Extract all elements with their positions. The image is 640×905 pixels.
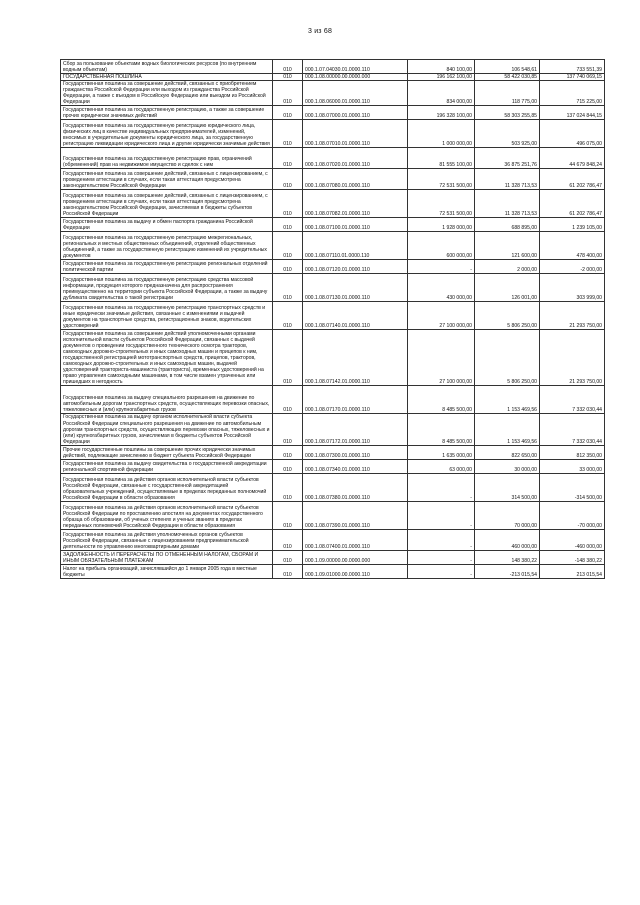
row-budget-code: 000.1.08.07082.01.0000.110 <box>303 190 408 218</box>
row-budget-code: 000.1.08.07140.01.0000.110 <box>303 302 408 330</box>
row-line-code: 010 <box>273 169 303 190</box>
row-budget-code: 000.1.08.06000.01.0000.110 <box>303 81 408 106</box>
row-line-code: 010 <box>273 529 303 550</box>
row-name: Государственная пошлина за совершение действий, связанных с лицензированием, с проведением аттестации в случаях, если такая аттестация предусмотрена законодательством Российской Федерации <box>61 169 273 190</box>
table-row <box>61 302 605 330</box>
row-executed-amount: 126 001,00 <box>475 274 540 302</box>
row-budget-code: 000.1.08.07300.01.0000.110 <box>303 445 408 459</box>
page-number: 3 из 68 <box>307 28 333 35</box>
row-name: Государственная пошлина за выдачу органом исполнительной власти субъекта Российской Федерации специального разрешения на движение по автомобильным дорогам транспортных средств, осуществляющих перевозки опасных, тяжеловесных и (или) крупногабаритных грузов, зачисляемая в бюджеты субъектов Российской Федерации <box>61 414 273 445</box>
row-approved-amount: - <box>408 473 475 501</box>
row-name: Сбор за пользование объектами водных биологических ресурсов (по внутренним водным объектам) <box>61 60 273 74</box>
row-name: Прочие государственные пошлины за совершение прочих юридически значимых действий, подлежащие зачислению в бюджет субъекта Российской Федерации <box>61 445 273 459</box>
row-approved-amount: - <box>408 550 475 564</box>
row-unexecuted-amount: 33 000,00 <box>540 459 605 473</box>
row-line-code: 010 <box>273 148 303 169</box>
row-name: Государственная пошлина за совершение действий, связанных с приобретением гражданства Российской Федерации или выходом из гражданства Российской Федерации, а также с въездом в Российскую Федерацию или выездом из Российской Федерации <box>61 81 273 106</box>
row-line-code: 010 <box>273 459 303 473</box>
row-approved-amount: 834 000,00 <box>408 81 475 106</box>
row-executed-amount: 148 380,22 <box>475 550 540 564</box>
row-name: Государственная пошлина за выдачу и обмен паспорта гражданина Российской Федерации <box>61 218 273 232</box>
row-executed-amount: 5 806 250,00 <box>475 330 540 386</box>
row-approved-amount: 72 531 500,00 <box>408 190 475 218</box>
table-row <box>61 529 605 550</box>
row-approved-amount: 8 485 500,00 <box>408 386 475 414</box>
row-executed-amount: 70 000,00 <box>475 501 540 529</box>
row-unexecuted-amount: 478 400,00 <box>540 232 605 260</box>
row-unexecuted-amount: 44 679 848,24 <box>540 148 605 169</box>
table-row <box>61 60 605 74</box>
row-line-code: 010 <box>273 60 303 74</box>
row-executed-amount: 30 000,00 <box>475 459 540 473</box>
row-budget-code: 000.1.08.07400.01.0000.110 <box>303 529 408 550</box>
row-name: ЗАДОЛЖЕННОСТЬ И ПЕРЕРАСЧЕТЫ ПО ОТМЕНЕННЫМ НАЛОГАМ, СБОРАМ И ИНЫМ ОБЯЗАТЕЛЬНЫМ ПЛАТЕЖАМ <box>61 550 273 564</box>
row-budget-code: 000.1.07.04030.01.0000.110 <box>303 60 408 74</box>
row-unexecuted-amount: -314 500,00 <box>540 473 605 501</box>
row-budget-code: 000.1.09.00000.00.0000.000 <box>303 550 408 564</box>
table-row <box>61 169 605 190</box>
row-executed-amount: -213 015,54 <box>475 564 540 578</box>
row-name: Государственная пошлина за государственную регистрацию региональных отделений политической партии <box>61 260 273 274</box>
row-name: ГОСУДАРСТВЕННАЯ ПОШЛИНА <box>61 74 273 81</box>
row-name: Государственная пошлина за государственную регистрацию юридического лица, физических лиц в качестве индивидуальных предпринимателей, изменений, вносимых в учредительные документы юридического лица, за государственную регистрацию ликвидации юридического лица и другие юридически значимые действия <box>61 120 273 148</box>
table-row <box>61 473 605 501</box>
row-approved-amount: 196 328 100,00 <box>408 106 475 120</box>
row-name: Государственная пошлина за совершение действий уполномоченными органами исполнительной власти субъектов Российской Федерации, связанных с выдачей документов о проведении государственного технического осмотра тракторов, самоходных дорожно-строительных и иных самоходных машин и прицепов к ним, государственной регистрацией мототранспортных средств, прицепов, тракторов, самоходных дорожно-строительных и иных самоходных машин, выдачей удостоверений тракториста-машиниста (тракториста), временных удостоверений на право управления самоходными машинами, в том числе взамен утраченных или пришедших в негодность <box>61 330 273 386</box>
row-approved-amount: 196 162 100,00 <box>408 74 475 81</box>
table-row <box>61 414 605 445</box>
row-line-code: 010 <box>273 106 303 120</box>
row-executed-amount: 1 153 469,56 <box>475 386 540 414</box>
row-unexecuted-amount: 61 202 786,47 <box>540 190 605 218</box>
row-name: Государственная пошлина за выдачу свидетельства о государственной аккредитации региональной спортивной федерации <box>61 459 273 473</box>
row-unexecuted-amount: -2 000,00 <box>540 260 605 274</box>
row-budget-code: 000.1.08.07340.01.0000.110 <box>303 459 408 473</box>
table-row <box>61 445 605 459</box>
row-line-code: 010 <box>273 120 303 148</box>
row-budget-code: 000.1.08.07390.01.0000.110 <box>303 501 408 529</box>
row-line-code: 010 <box>273 302 303 330</box>
report-table-body <box>61 60 605 579</box>
row-unexecuted-amount: 303 999,00 <box>540 274 605 302</box>
row-name: Государственная пошлина за совершение действий, связанных с лицензированием, с проведением аттестации в случаях, если такая аттестация предусмотрена законодательством Российской Федерации, зачисляемая в бюджеты субъектов Российской Федерации <box>61 190 273 218</box>
row-line-code: 010 <box>273 74 303 81</box>
row-executed-amount: 11 328 713,53 <box>475 169 540 190</box>
table-row <box>61 274 605 302</box>
row-line-code: 010 <box>273 473 303 501</box>
row-line-code: 010 <box>273 274 303 302</box>
row-approved-amount: - <box>408 564 475 578</box>
table-row <box>61 564 605 578</box>
row-name: Государственная пошлина за действия органов исполнительной власти субъектов Российской Федерации, связанные с государственной аккредитацией образовательных учреждений, осуществляемые в пределах переданных полномочий Российской Федерации в области образования <box>61 473 273 501</box>
row-executed-amount: 460 000,00 <box>475 529 540 550</box>
row-name: Налог на прибыль организаций, зачислявшийся до 1 января 2005 года в местные бюджеты <box>61 564 273 578</box>
row-approved-amount: 27 100 000,00 <box>408 330 475 386</box>
row-budget-code: 000.1.09.01000.00.0000.110 <box>303 564 408 578</box>
row-name: Государственная пошлина за государственную регистрацию прав, ограничений (обременений) прав на недвижимое имущество и сделок с ним <box>61 148 273 169</box>
row-executed-amount: 106 548,61 <box>475 60 540 74</box>
row-line-code: 010 <box>273 218 303 232</box>
row-approved-amount: 1 000 000,00 <box>408 120 475 148</box>
row-name: Государственная пошлина за государственную регистрацию транспортных средств и иные юридически значимые действия, связанные с изменениями и выдачей документов на транспортные средства, регистрационных знаков, водительских удостоверений <box>61 302 273 330</box>
row-executed-amount: 503 925,00 <box>475 120 540 148</box>
table-row <box>61 120 605 148</box>
row-unexecuted-amount: 21 293 750,00 <box>540 330 605 386</box>
row-unexecuted-amount: -148 380,22 <box>540 550 605 564</box>
row-name: Государственная пошлина за действия уполномоченных органов субъектов Российской Федерации, связанные с лицензированием предпринимательской деятельности по управлению многоквартирными домами <box>61 529 273 550</box>
row-line-code: 010 <box>273 445 303 459</box>
table-row <box>61 386 605 414</box>
row-budget-code: 000.1.08.07000.01.0000.110 <box>303 106 408 120</box>
row-name: Государственная пошлина за выдачу специального разрешения на движение по автомобильным дорогам транспортных средств, осуществляющих перевозки опасных, тяжеловесных и (или) крупногабаритных грузов <box>61 386 273 414</box>
row-approved-amount: 81 555 100,00 <box>408 148 475 169</box>
table-row <box>61 459 605 473</box>
row-line-code: 010 <box>273 501 303 529</box>
row-budget-code: 000.1.08.07120.01.0000.110 <box>303 260 408 274</box>
row-line-code: 010 <box>273 190 303 218</box>
row-budget-code: 000.1.08.07172.01.0000.110 <box>303 414 408 445</box>
row-approved-amount: - <box>408 529 475 550</box>
row-unexecuted-amount: 137 024 844,15 <box>540 106 605 120</box>
row-approved-amount: - <box>408 260 475 274</box>
row-budget-code: 000.1.08.07380.01.0000.110 <box>303 473 408 501</box>
row-budget-code: 000.1.08.07170.01.0000.110 <box>303 386 408 414</box>
row-executed-amount: 314 500,00 <box>475 473 540 501</box>
table-row <box>61 74 605 81</box>
row-approved-amount: - <box>408 501 475 529</box>
row-budget-code: 000.1.08.07020.01.0000.110 <box>303 148 408 169</box>
row-line-code: 010 <box>273 550 303 564</box>
row-line-code: 010 <box>273 232 303 260</box>
table-row <box>61 260 605 274</box>
row-approved-amount: 430 000,00 <box>408 274 475 302</box>
row-executed-amount: 58 422 030,85 <box>475 74 540 81</box>
row-executed-amount: 1 153 469,56 <box>475 414 540 445</box>
row-executed-amount: 121 600,00 <box>475 232 540 260</box>
row-unexecuted-amount: 812 350,00 <box>540 445 605 459</box>
row-budget-code: 000.1.08.00000.00.0000.000 <box>303 74 408 81</box>
row-unexecuted-amount: 7 332 030,44 <box>540 386 605 414</box>
row-approved-amount: 600 000,00 <box>408 232 475 260</box>
row-budget-code: 000.1.08.07110.01.0000.110 <box>303 232 408 260</box>
row-unexecuted-amount: 137 740 069,15 <box>540 74 605 81</box>
row-name: Государственная пошлина за государственную регистрацию средства массовой информации, продукция которого предназначена для распространения преимущественно на территории субъекта Российской Федерации, а также за выдачу дубликата свидетельства о такой регистрации <box>61 274 273 302</box>
table-row <box>61 550 605 564</box>
row-line-code: 010 <box>273 81 303 106</box>
row-budget-code: 000.1.08.07080.01.0000.110 <box>303 169 408 190</box>
row-approved-amount: 840 100,00 <box>408 60 475 74</box>
row-budget-code: 000.1.08.07100.01.0000.110 <box>303 218 408 232</box>
table-row <box>61 106 605 120</box>
row-line-code: 010 <box>273 564 303 578</box>
row-approved-amount: 63 000,00 <box>408 459 475 473</box>
table-row <box>61 148 605 169</box>
row-executed-amount: 36 875 251,76 <box>475 148 540 169</box>
row-budget-code: 000.1.08.07142.01.0000.110 <box>303 330 408 386</box>
row-name: Государственная пошлина за действия органов исполнительной власти субъектов Российской Федерации по проставлению апостиля на документах государственного образца об образовании, об ученых степенях и ученых званиях в пределах переданных полномочий Российской Федерации в области образования <box>61 501 273 529</box>
table-row <box>61 330 605 386</box>
table-row <box>61 232 605 260</box>
row-line-code: 010 <box>273 260 303 274</box>
row-executed-amount: 11 328 713,53 <box>475 190 540 218</box>
table-row <box>61 81 605 106</box>
row-line-code: 010 <box>273 330 303 386</box>
row-unexecuted-amount: -70 000,00 <box>540 501 605 529</box>
row-unexecuted-amount: 7 332 030,44 <box>540 414 605 445</box>
row-unexecuted-amount: -460 000,00 <box>540 529 605 550</box>
row-line-code: 010 <box>273 386 303 414</box>
row-approved-amount: 8 485 500,00 <box>408 414 475 445</box>
row-name: Государственная пошлина за государственную регистрацию, а также за совершение прочих юридически значимых действий <box>61 106 273 120</box>
row-budget-code: 000.1.08.07130.01.0000.110 <box>303 274 408 302</box>
row-unexecuted-amount: 213 015,54 <box>540 564 605 578</box>
row-approved-amount: 1 635 000,00 <box>408 445 475 459</box>
row-approved-amount: 27 100 000,00 <box>408 302 475 330</box>
row-unexecuted-amount: 21 293 750,00 <box>540 302 605 330</box>
row-executed-amount: 58 303 255,85 <box>475 106 540 120</box>
row-approved-amount: 72 531 500,00 <box>408 169 475 190</box>
row-executed-amount: 2 000,00 <box>475 260 540 274</box>
row-unexecuted-amount: 733 551,39 <box>540 60 605 74</box>
row-name: Государственная пошлина за государственную регистрацию межрегиональных, региональных и местных общественных объединений, отделений общественных объединений, а также за государственную регистрацию изменений их учредительных документов <box>61 232 273 260</box>
row-unexecuted-amount: 496 075,00 <box>540 120 605 148</box>
row-budget-code: 000.1.08.07010.01.0000.110 <box>303 120 408 148</box>
row-executed-amount: 118 775,00 <box>475 81 540 106</box>
row-unexecuted-amount: 1 239 105,00 <box>540 218 605 232</box>
row-approved-amount: 1 928 000,00 <box>408 218 475 232</box>
table-row <box>61 218 605 232</box>
row-executed-amount: 5 806 250,00 <box>475 302 540 330</box>
table-row <box>61 190 605 218</box>
report-table <box>60 59 605 579</box>
row-executed-amount: 822 650,00 <box>475 445 540 459</box>
table-row <box>61 501 605 529</box>
row-line-code: 010 <box>273 414 303 445</box>
row-executed-amount: 688 895,00 <box>475 218 540 232</box>
row-unexecuted-amount: 61 202 786,47 <box>540 169 605 190</box>
row-unexecuted-amount: 715 225,00 <box>540 81 605 106</box>
